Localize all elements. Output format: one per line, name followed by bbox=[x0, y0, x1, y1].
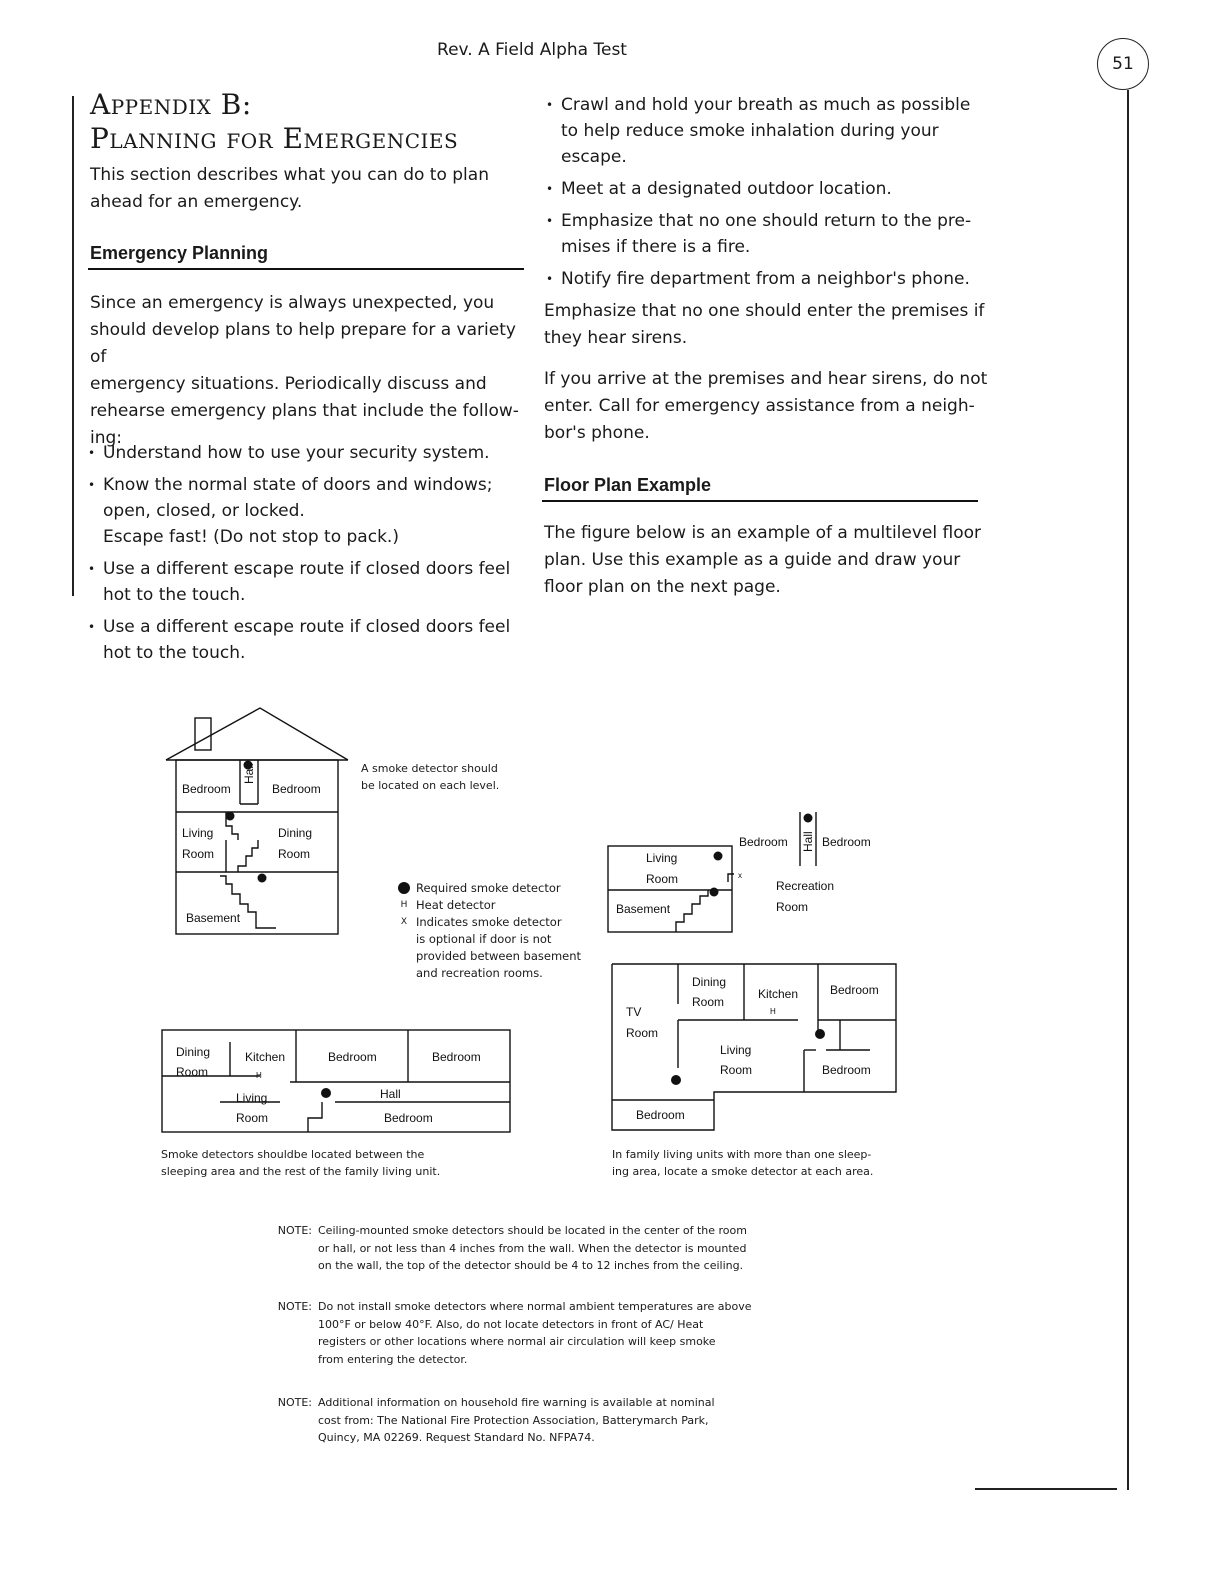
bullet-item: • Meet at a designated outdoor location. bbox=[546, 176, 986, 202]
room-label: Kitchen bbox=[245, 1050, 286, 1064]
room-label: Dining bbox=[176, 1045, 211, 1059]
right-bullet-list bbox=[546, 92, 986, 298]
appendix-intro bbox=[90, 162, 530, 216]
floor-plan-heading: Floor Plan Example bbox=[544, 475, 712, 495]
room-label: Bedroom bbox=[272, 782, 321, 796]
smoke-detector-marker bbox=[710, 888, 719, 897]
intro-line: ahead for an emergency. bbox=[90, 192, 303, 212]
para-line: rehearse emergency plans that include the follow- bbox=[90, 401, 519, 421]
appendix-title bbox=[90, 88, 458, 156]
page-number: 51 bbox=[1097, 38, 1149, 90]
room-label: Room bbox=[182, 847, 215, 861]
note-label: NOTE: bbox=[277, 1396, 312, 1409]
planning-bullet-list bbox=[88, 440, 528, 672]
bullet-item: • Use a different escape route if closed doors feel hot to the touch. bbox=[88, 556, 528, 608]
left-plan-caption: Smoke detectors shouldbe located between the sleeping area and the rest of the family living unit. bbox=[161, 1148, 441, 1178]
note-label: NOTE: bbox=[277, 1300, 312, 1313]
right-plan-caption: In family living units with more than one sleep- ing area, locate a smoke detector at each area. bbox=[612, 1148, 874, 1178]
heat-detector-icon: H bbox=[400, 900, 408, 910]
room-label: Living bbox=[236, 1091, 268, 1105]
intro-line: This section describes what you can do to plan bbox=[90, 165, 489, 185]
room-label: Hall bbox=[380, 1087, 401, 1101]
room-label: Dining bbox=[692, 975, 727, 989]
room-label: Room bbox=[626, 1026, 659, 1040]
emergency-planning-paragraph bbox=[90, 290, 530, 452]
room-label: Dining bbox=[278, 826, 313, 840]
right-margin-rule bbox=[1127, 90, 1129, 1490]
appendix-title-line1: Appendix B: bbox=[90, 88, 252, 121]
note-text: Ceiling-mounted smoke detectors should be located in the center of the room or hall, or not less than 4 inches from the wall. When the detector is mounted on the wall, the top of the detector should be 4 to 12 inches from the ceiling. bbox=[318, 1224, 747, 1272]
house-cross-section-diagram bbox=[160, 700, 350, 940]
room-label: Bedroom bbox=[636, 1108, 685, 1122]
room-label: Bedroom bbox=[822, 835, 871, 849]
multi-area-floor-plan bbox=[608, 960, 900, 1136]
room-label: Basement bbox=[616, 902, 671, 916]
smoke-detector-marker bbox=[258, 874, 267, 883]
bullet-item: • Emphasize that no one should return to the pre- mises if there is a fire. bbox=[546, 208, 986, 260]
heat-detector-mark: H bbox=[770, 1007, 776, 1016]
smoke-detector-marker bbox=[671, 1075, 681, 1085]
room-label: Bedroom bbox=[328, 1050, 377, 1064]
para-line: Since an emergency is always unexpected, you bbox=[90, 293, 495, 313]
running-header: Rev. A Field Alpha Test bbox=[437, 40, 627, 60]
arrive-paragraph: If you arrive at the premises and hear sirens, do not enter. Call for emergency assistance from a neigh- bor's phone. bbox=[544, 369, 988, 443]
room-label: Bedroom bbox=[432, 1050, 481, 1064]
para-line: emergency situations. Periodically discuss and bbox=[90, 374, 487, 394]
room-label: Bedroom bbox=[830, 983, 879, 997]
room-label: Hall bbox=[801, 831, 815, 852]
smoke-detector-marker bbox=[804, 814, 813, 823]
room-label: Room bbox=[776, 900, 809, 914]
heat-detector-mark: H bbox=[256, 1071, 262, 1080]
bullet-item: • Crawl and hold your breath as much as possible to help reduce smoke inhalation during your escape. bbox=[546, 92, 986, 170]
room-label: Basement bbox=[186, 911, 241, 925]
room-label: Bedroom bbox=[739, 835, 788, 849]
room-label: Room bbox=[278, 847, 311, 861]
appendix-title-line2: Planning for Emergencies bbox=[90, 122, 459, 155]
split-level-floor-plan bbox=[604, 804, 894, 936]
note-block bbox=[262, 1222, 802, 1282]
note-text: Additional information on household fire warning is available at nominal cost from: The National Fire Protection Association, Batterymarch Park, Quincy, MA 02269. Request Standard No. NFPA74. bbox=[318, 1396, 715, 1444]
room-label: Bedroom bbox=[182, 782, 231, 796]
single-level-floor-plan bbox=[160, 1026, 516, 1138]
note-text: Do not install smoke detectors where normal ambient temperatures are above 100°F or below 40°F. Also, do not locate detectors in front of AC/ Heat registers or other locations where normal air circulation will keep smoke from entering the detector. bbox=[318, 1300, 752, 1366]
optional-detector-icon: X bbox=[400, 917, 408, 927]
section-rule bbox=[542, 500, 978, 502]
note-block bbox=[262, 1298, 802, 1374]
room-label: Recreation bbox=[776, 879, 835, 893]
room-label: Living bbox=[182, 826, 214, 840]
bullet-item: • Know the normal state of doors and windows; open, closed, or locked. Escape fast! (Do not stop to pack.) bbox=[88, 472, 528, 550]
floor-plan-paragraph: The figure below is an example of a multilevel floor plan. Use this example as a guide and draw your floor plan on the next page. bbox=[544, 523, 981, 597]
room-label: Bedroom bbox=[384, 1111, 433, 1125]
optional-detector-mark: x bbox=[738, 871, 742, 880]
smoke-detector-marker bbox=[321, 1088, 331, 1098]
bottom-rule bbox=[975, 1488, 1117, 1490]
room-label: Room bbox=[236, 1111, 269, 1125]
bullet-item: • Understand how to use your security system. bbox=[88, 440, 528, 466]
left-margin-rule bbox=[72, 96, 74, 596]
para-line: ing: bbox=[90, 428, 123, 448]
room-label: Kitchen bbox=[758, 987, 799, 1001]
required-detector-icon bbox=[396, 880, 412, 897]
smoke-detector-marker bbox=[226, 812, 235, 821]
smoke-detector-marker bbox=[815, 1029, 825, 1039]
sirens-paragraph: Emphasize that no one should enter the premises if they hear sirens. bbox=[544, 301, 985, 348]
legend-optional: X Indicates smoke detector is optional if door is not provided between basement and recreation rooms. bbox=[396, 914, 596, 982]
bullet-item: • Use a different escape route if closed doors feel hot to the touch. bbox=[88, 614, 528, 666]
emergency-planning-heading: Emergency Planning bbox=[90, 243, 269, 263]
room-label: Room bbox=[720, 1063, 753, 1077]
section-rule bbox=[88, 268, 524, 270]
room-label: Bedroom bbox=[822, 1063, 871, 1077]
room-label: Room bbox=[646, 872, 679, 886]
legend bbox=[396, 880, 596, 982]
legend-required: Required smoke detector bbox=[396, 880, 596, 897]
room-label: Living bbox=[646, 851, 678, 865]
smoke-detector-marker bbox=[714, 852, 723, 861]
room-label: Room bbox=[176, 1065, 209, 1079]
note-label: NOTE: bbox=[277, 1224, 312, 1237]
house-note: A smoke detector should be located on each level. bbox=[361, 762, 500, 792]
note-block bbox=[262, 1394, 802, 1454]
bullet-item: • Notify fire department from a neighbor's phone. bbox=[546, 266, 986, 292]
para-line: should develop plans to help prepare for a variety of bbox=[90, 320, 516, 367]
room-label: Room bbox=[692, 995, 725, 1009]
room-label: Living bbox=[720, 1043, 752, 1057]
room-label: TV bbox=[626, 1005, 642, 1019]
room-label: Hall bbox=[242, 763, 256, 784]
legend-heat: H Heat detector bbox=[396, 897, 596, 914]
